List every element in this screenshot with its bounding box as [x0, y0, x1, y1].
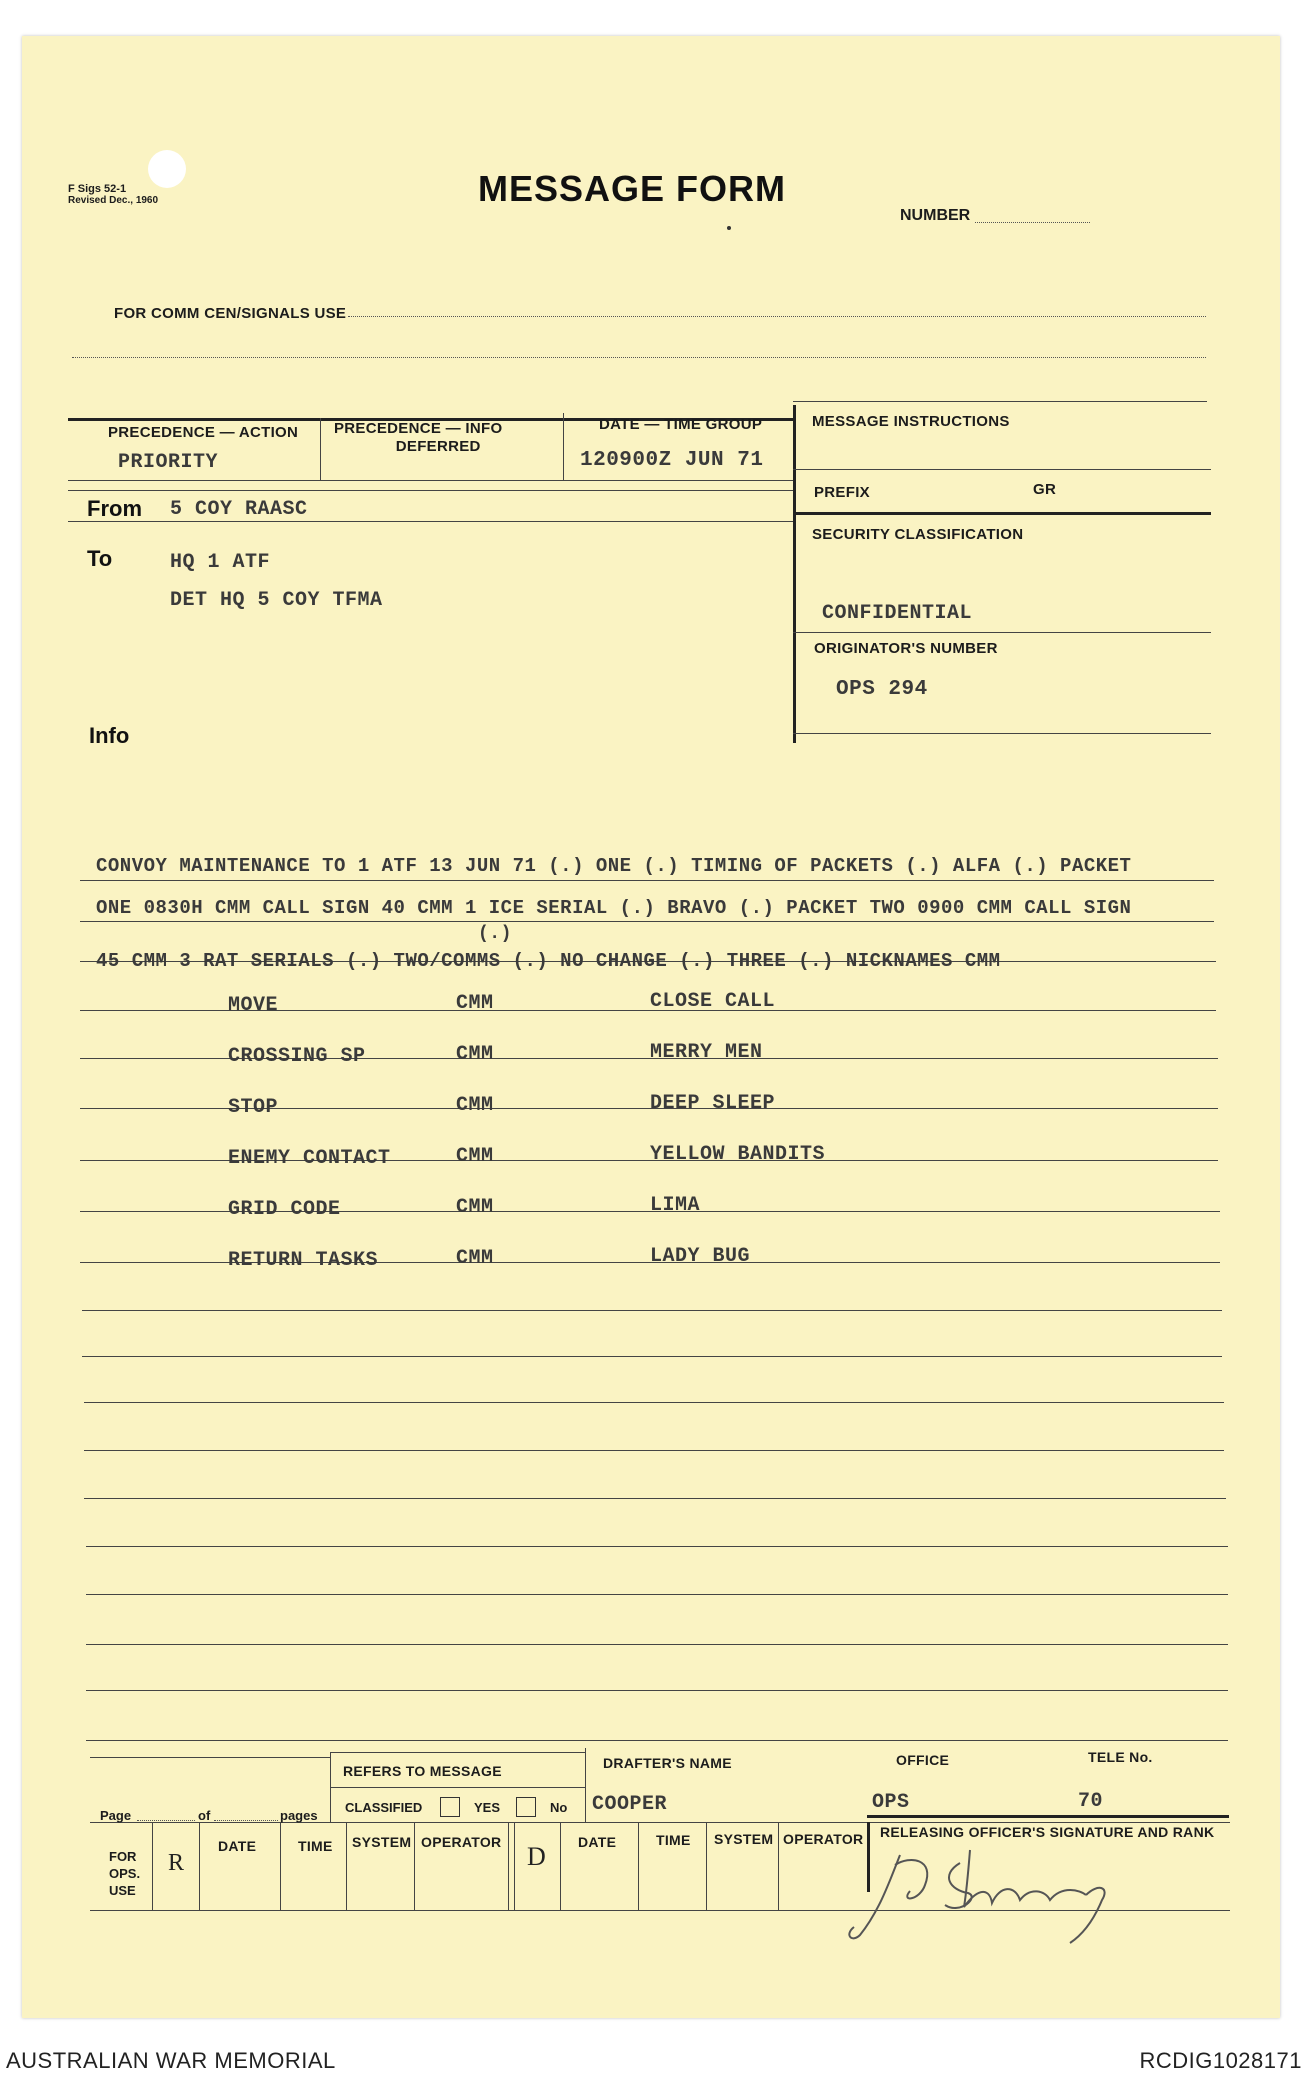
page-label: Page	[100, 1808, 132, 1823]
top-line-right	[793, 401, 1207, 402]
precedence-action-value: PRIORITY	[118, 451, 219, 474]
body-line-1: CONVOY MAINTENANCE TO 1 ATF 13 JUN 71 (.) ONE (.) TIMING OF PACKETS (.) ALFA (.) PACKET	[96, 855, 1132, 877]
originator-number-label: ORIGINATOR'S NUMBER	[814, 640, 998, 657]
releasing-top	[867, 1815, 1229, 1818]
drafters-name-label: DRAFTER'S NAME	[603, 1755, 732, 1771]
prefix-bottom	[793, 512, 1211, 515]
col-sep-6	[508, 1822, 509, 1910]
col-sep-10	[778, 1822, 779, 1910]
table-row-nickname: MERRY MEN	[650, 1041, 763, 1064]
to-line-2: DET HQ 5 COY TFMA	[170, 589, 383, 612]
col-date-1: DATE	[218, 1838, 257, 1854]
col-time-1: TIME	[298, 1838, 333, 1854]
ruled-line-2	[80, 921, 1214, 922]
table-row-sep: CMM	[456, 1094, 494, 1117]
table-row-nickname: DEEP SLEEP	[650, 1092, 776, 1115]
ruled-line-13	[84, 1450, 1224, 1451]
ruled-line-19	[86, 1740, 1228, 1741]
header-divider-2	[563, 413, 564, 480]
col-sep-5	[414, 1822, 415, 1910]
releasing-officer-label: RELEASING OFFICER'S SIGNATURE AND RANK	[880, 1824, 1215, 1840]
tele-no-label: TELE No.	[1088, 1749, 1153, 1765]
tele-no-value: 70	[1078, 1790, 1104, 1813]
prefix-label: PREFIX	[814, 484, 870, 501]
from-label: From	[87, 496, 142, 521]
table-row-sep: CMM	[456, 1145, 494, 1168]
table-row-nickname: LIMA	[650, 1194, 701, 1217]
classified-no-checkbox[interactable]	[516, 1797, 536, 1817]
of-label: of	[198, 1808, 211, 1823]
comm-cen-label: FOR COMM CEN/SIGNALS USE	[114, 305, 347, 322]
col-operator-1: OPERATOR	[421, 1834, 502, 1850]
table-row-sep: CMM	[456, 1043, 494, 1066]
security-classification-label: SECURITY CLASSIFICATION	[812, 526, 1024, 543]
table-row-nickname: LADY BUG	[650, 1245, 751, 1268]
col-sep-9	[706, 1822, 707, 1910]
col-sep-1	[152, 1822, 153, 1910]
footer-record-id: RCDIG1028171	[1139, 2048, 1302, 2073]
ruled-line-12	[84, 1402, 1224, 1403]
originator-number-value: OPS 294	[836, 678, 928, 701]
signature-scrawl	[840, 1845, 1140, 1945]
from-value: 5 COY RAASC	[170, 498, 308, 521]
info-label: Info	[89, 723, 130, 748]
form-title: MESSAGE FORM	[478, 168, 787, 209]
table-row-event: STOP	[228, 1096, 279, 1119]
table-row-nickname: YELLOW BANDITS	[650, 1143, 826, 1166]
col-sep-4	[346, 1822, 347, 1910]
table-row-sep: CMM	[456, 1247, 494, 1270]
from-row-top	[68, 490, 793, 491]
col-sep-8	[638, 1822, 639, 1910]
col-sep-6b	[514, 1822, 515, 1910]
to-label: To	[87, 546, 113, 571]
number-label: NUMBER	[900, 207, 971, 224]
r-label: R	[168, 1850, 185, 1876]
classified-yes-checkbox[interactable]	[440, 1797, 460, 1817]
number-field-line	[975, 222, 1090, 223]
table-row-event: ENEMY CONTACT	[228, 1147, 391, 1170]
office-value: OPS	[872, 1791, 910, 1814]
ruled-line-11	[82, 1356, 1222, 1357]
ruled-line-16	[86, 1594, 1228, 1595]
table-row-event: RETURN TASKS	[228, 1249, 379, 1272]
classified-label: CLASSIFIED	[345, 1800, 423, 1815]
precedence-action-label: PRECEDENCE — ACTION	[108, 424, 299, 441]
precedence-info-label: PRECEDENCE — INFO DEFERRED	[334, 420, 503, 455]
no-label: No	[550, 1800, 568, 1815]
office-label: OFFICE	[896, 1752, 950, 1768]
refers-top	[330, 1752, 586, 1753]
ruled-line-15	[86, 1546, 1228, 1547]
ruled-line-17	[86, 1644, 1228, 1645]
body-line-3: 45 CMM 3 RAT SERIALS (.) TWO/COMMS (.) NO CHANGE (.) THREE (.) NICKNAMES CMM	[96, 950, 1001, 972]
yes-label: YES	[474, 1800, 501, 1815]
header-divider-1	[320, 418, 321, 480]
from-row-bottom	[68, 521, 793, 522]
col-sep-2	[199, 1822, 200, 1910]
footer-institution: AUSTRALIAN WAR MEMORIAL	[6, 2048, 336, 2073]
col-sep-7	[560, 1822, 561, 1910]
security-classification-value: CONFIDENTIAL	[822, 602, 973, 625]
header-row-bottom	[68, 480, 793, 481]
bottom-row-top	[90, 1822, 1230, 1823]
for-ops-use-label: FOR OPS. USE	[109, 1849, 141, 1898]
pages-label: pages	[280, 1808, 318, 1823]
message-form-paper	[22, 36, 1280, 2018]
dtg-label: DATE — TIME GROUP	[599, 416, 763, 433]
table-row-nickname: CLOSE CALL	[650, 990, 776, 1013]
gr-label: GR	[1033, 481, 1057, 498]
message-instructions-label: MESSAGE INSTRUCTIONS	[812, 413, 1010, 430]
ruled-line-1	[80, 880, 1214, 881]
refers-to-message-label: REFERS TO MESSAGE	[343, 1763, 502, 1779]
comm-cen-line-2	[72, 357, 1206, 358]
bottom-left-top	[90, 1757, 330, 1758]
table-row-event: MOVE	[228, 994, 279, 1017]
table-row-sep: CMM	[456, 992, 494, 1015]
ruled-line-14	[84, 1498, 1226, 1499]
col-operator-2: OPERATOR	[783, 1831, 864, 1847]
of-field-line	[214, 1820, 278, 1821]
originator-bottom	[793, 733, 1211, 734]
form-code: F Sigs 52-1 Revised Dec., 1960	[68, 183, 159, 206]
instructions-bottom	[793, 469, 1211, 470]
col-time-2: TIME	[656, 1832, 691, 1848]
refers-right	[585, 1748, 586, 1822]
table-row-event: GRID CODE	[228, 1198, 341, 1221]
col-system-1: SYSTEM	[352, 1834, 412, 1850]
refers-mid	[330, 1787, 586, 1788]
dot-mark	[727, 226, 731, 230]
security-bottom	[793, 632, 1211, 633]
comm-cen-line-1	[348, 316, 1206, 317]
drafters-name-value: COOPER	[592, 1793, 668, 1816]
body-insert-mark: (.)	[478, 924, 512, 944]
table-row-sep: CMM	[456, 1196, 494, 1219]
body-line-2: ONE 0830H CMM CALL SIGN 40 CMM 1 ICE SERIAL (.) BRAVO (.) PACKET TWO 0900 CMM CALL SIGN	[96, 897, 1132, 919]
page-field-line	[137, 1820, 195, 1821]
dtg-value: 120900Z JUN 71	[580, 449, 764, 472]
col-sep-3	[280, 1822, 281, 1910]
col-date-2: DATE	[578, 1834, 617, 1850]
ruled-line-18	[86, 1690, 1228, 1691]
table-row-event: CROSSING SP	[228, 1045, 366, 1068]
to-line-1: HQ 1 ATF	[170, 551, 271, 574]
d-label: D	[527, 1842, 546, 1871]
header-vertical-right	[793, 405, 796, 743]
col-system-2: SYSTEM	[714, 1831, 774, 1847]
ruled-line-10	[82, 1310, 1222, 1311]
